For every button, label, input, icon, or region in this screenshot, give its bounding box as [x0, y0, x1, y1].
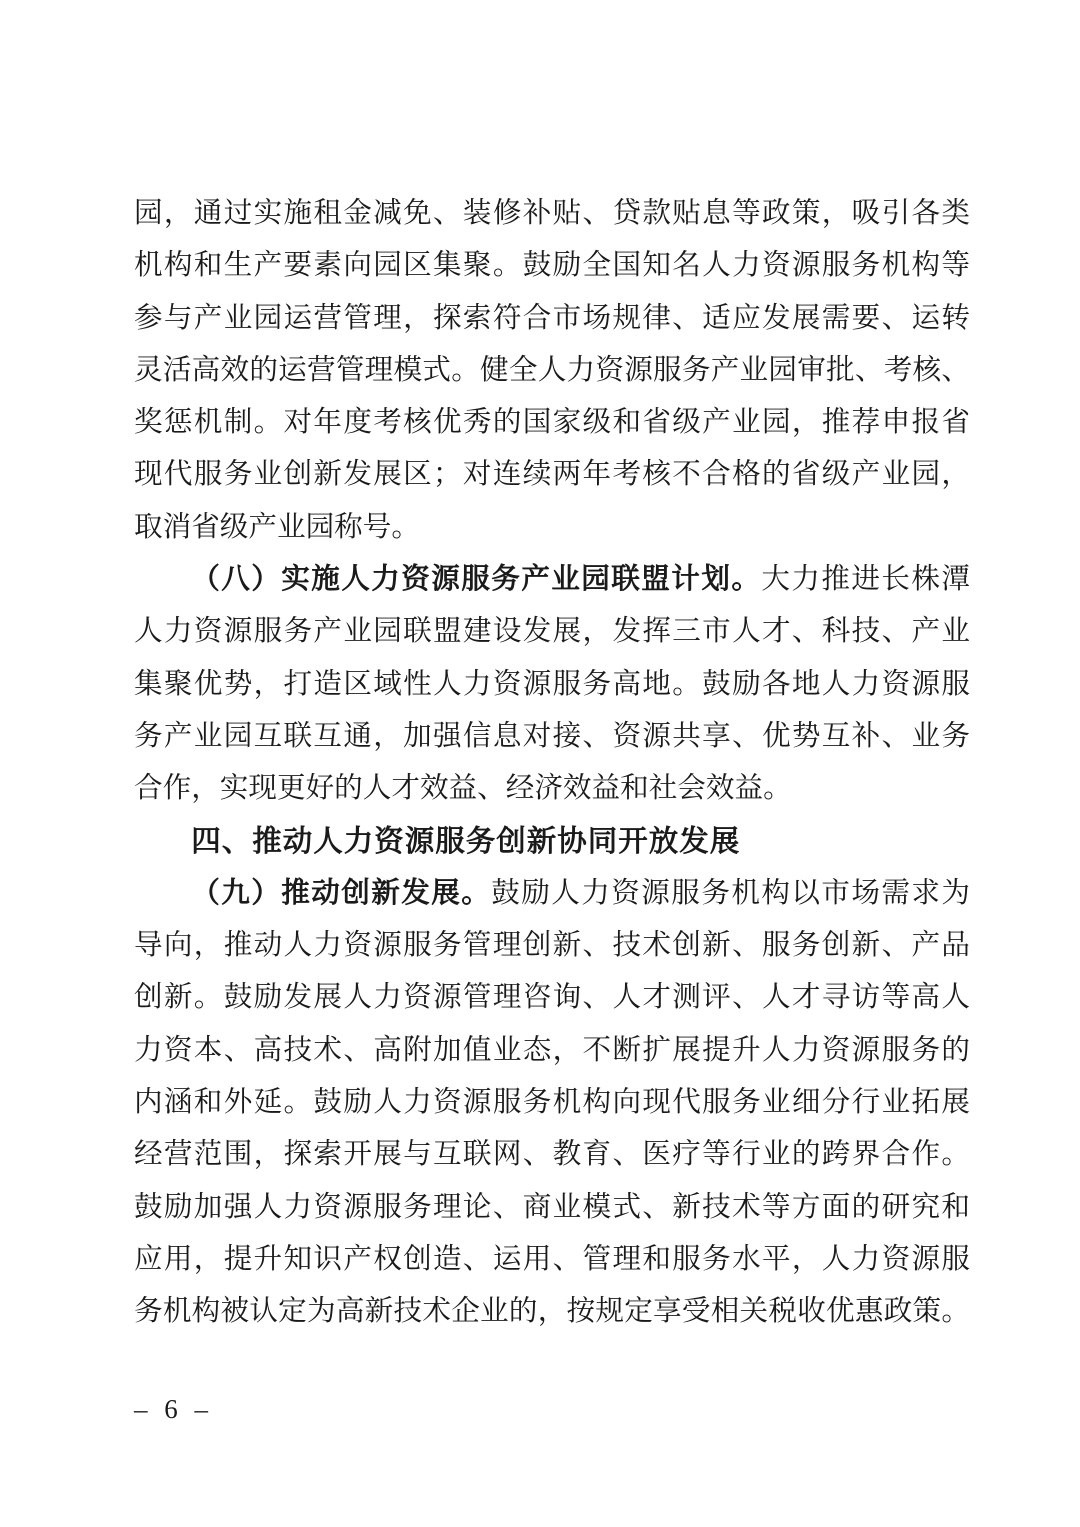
- text-run: 经营范围，探索开展与互联网、教育、医疗等行业的跨界合作。: [134, 1139, 970, 1171]
- text-run: 参与产业园运营管理，探索符合市场规律、适应发展需要、运转: [134, 302, 970, 334]
- text-line: [134, 1286, 970, 1338]
- text-run: 园，通过实施租金减免、装修补贴、贷款贴息等政策，吸引各类: [134, 198, 970, 229]
- bold-text-run: （九）推动创新发展。: [191, 877, 492, 909]
- text-line: [134, 1077, 970, 1129]
- document-body: [134, 188, 970, 1339]
- text-line: [134, 293, 970, 345]
- text-run: 力资本、高技术、高附加值业态，不断扩展提升人力资源服务的: [134, 1034, 970, 1066]
- text-line: [134, 345, 970, 397]
- text-run: 应用，提升知识产权创造、运用、管理和服务水平，人力资源服: [134, 1243, 970, 1275]
- text-run: 大力推进长株潭: [761, 564, 970, 596]
- bold-text-run: 四、推动人力资源服务创新协同开放发展: [191, 824, 741, 858]
- text-run: 务产业园互联互通，加强信息对接、资源共享、优势互补、业务: [134, 720, 970, 752]
- text-line: [134, 711, 970, 763]
- text-line: [134, 868, 970, 920]
- text-run: 鼓励人力资源服务机构以市场需求为: [491, 877, 970, 909]
- text-line: [134, 502, 970, 554]
- bold-text-run: （八）实施人力资源服务产业园联盟计划。: [191, 564, 762, 596]
- text-run: 奖惩机制。对年度考核优秀的国家级和省级产业园，推荐申报省: [134, 407, 970, 439]
- text-line: [134, 1129, 970, 1181]
- text-run: 内涵和外延。鼓励人力资源服务机构向现代服务业细分行业拓展: [134, 1087, 970, 1119]
- text-line: [134, 397, 970, 449]
- text-run: 合作，实现更好的人才效益、经济效益和社会效益。: [134, 773, 792, 805]
- text-line: [134, 1182, 970, 1234]
- text-run: 现代服务业创新发展区；对连续两年考核不合格的省级产业园，: [134, 459, 970, 491]
- text-run: 务机构被认定为高新技术企业的，按规定享受相关税收优惠政策。: [134, 1296, 970, 1328]
- text-line: [134, 1234, 970, 1286]
- text-run: 导向，推动人力资源服务管理创新、技术创新、服务创新、产品: [134, 930, 970, 962]
- text-run: 灵活高效的运营管理模式。健全人力资源服务产业园审批、考核、: [134, 354, 970, 386]
- text-run: 创新。鼓励发展人力资源管理咨询、人才测评、人才寻访等高人: [134, 982, 970, 1014]
- text-line: [134, 659, 970, 711]
- text-run: 取消省级产业园称号。: [134, 511, 420, 543]
- text-line: [134, 920, 970, 972]
- text-line: [134, 554, 970, 606]
- text-run: 机构和生产要素向园区集聚。鼓励全国知名人力资源服务机构等: [134, 250, 970, 282]
- text-line: [134, 188, 970, 240]
- text-line: [134, 449, 970, 501]
- page-number: – 6 –: [134, 1394, 213, 1424]
- text-line: [134, 240, 970, 292]
- text-line: [134, 1025, 970, 1077]
- text-line: [134, 763, 970, 815]
- text-run: 人力资源服务产业园联盟建设发展，发挥三市人才、科技、产业: [134, 616, 970, 648]
- text-line: [134, 972, 970, 1024]
- text-run: 集聚优势，打造区域性人力资源服务高地。鼓励各地人力资源服: [134, 668, 970, 700]
- text-run: 鼓励加强人力资源服务理论、商业模式、新技术等方面的研究和: [134, 1191, 970, 1223]
- section-heading: [134, 816, 970, 868]
- text-line: [134, 606, 970, 658]
